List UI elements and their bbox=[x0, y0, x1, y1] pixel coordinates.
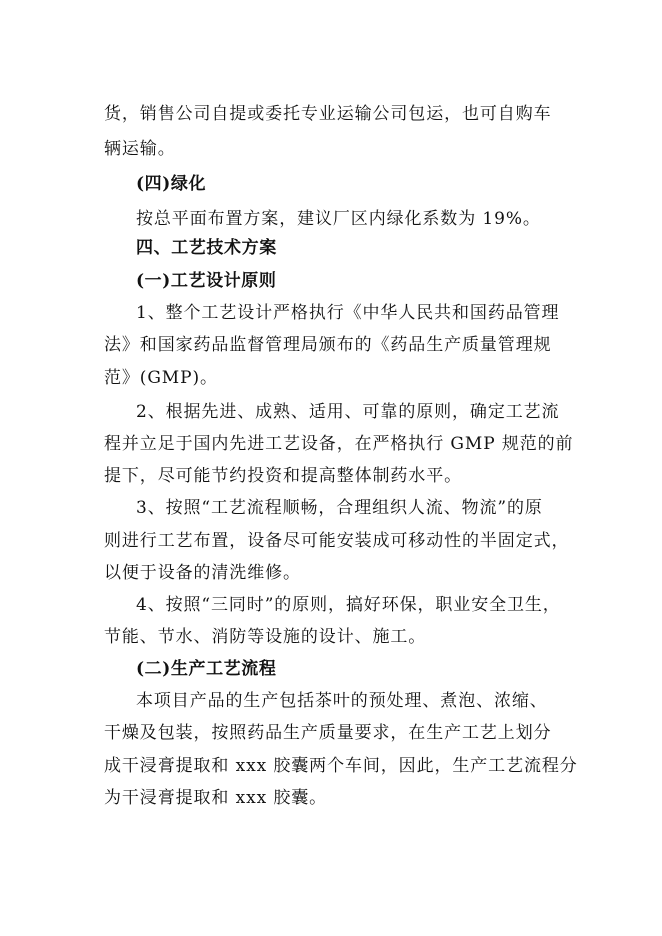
paragraph-line: 4、按照“三同时”的原则，搞好环保，职业安全卫生， bbox=[136, 595, 561, 615]
paragraph-line: 程并立足于国内先进工艺设备，在严格执行 GMP 规范的前 bbox=[104, 434, 574, 454]
section-heading-production-process: (二)生产工艺流程 bbox=[136, 659, 277, 679]
paragraph-line: 3、按照“工艺流程顺畅，合理组织人流、物流”的原 bbox=[136, 498, 543, 518]
paragraph-line: 2、根据先进、成熟、适用、可靠的原则，确定工艺流 bbox=[136, 402, 560, 422]
paragraph-line: 成干浸膏提取和 xxx 胶囊两个车间，因此，生产工艺流程分 bbox=[104, 756, 578, 776]
paragraph-line: 以便于设备的清洗维修。 bbox=[104, 563, 301, 583]
paragraph-line: 节能、节水、消防等设施的设计、施工。 bbox=[104, 627, 427, 647]
section-heading-design-principles: (一)工艺设计原则 bbox=[136, 271, 277, 291]
paragraph-line: 按总平面布置方案，建议厂区内绿化系数为 19%。 bbox=[136, 209, 541, 229]
paragraph-line: 法》和国家药品监督管理局颁布的《药品生产质量管理规 bbox=[104, 335, 552, 355]
paragraph-line: 范》(GMP)。 bbox=[104, 368, 218, 388]
paragraph-line: 本项目产品的生产包括茶叶的预处理、煮泡、浓缩、 bbox=[136, 691, 548, 711]
section-heading-greening: (四)绿化 bbox=[136, 174, 207, 194]
paragraph-line: 则进行工艺布置，设备尽可能安装成可移动性的半固定式， bbox=[104, 531, 570, 551]
paragraph-line: 1、整个工艺设计严格执行《中华人民共和国药品管理 bbox=[136, 303, 560, 323]
paragraph-line: 货，销售公司自提或委托专业运输公司包运，也可自购车 bbox=[104, 104, 552, 124]
chapter-heading-process-tech: 四、工艺技术方案 bbox=[136, 238, 277, 258]
paragraph-line: 为干浸膏提取和 xxx 胶囊。 bbox=[104, 788, 328, 808]
paragraph-line: 提下，尽可能节约投资和提高整体制药水平。 bbox=[104, 466, 462, 486]
paragraph-line: 辆运输。 bbox=[104, 139, 176, 159]
paragraph-line: 干燥及包装，按照药品生产质量要求，在生产工艺上划分 bbox=[104, 723, 552, 743]
